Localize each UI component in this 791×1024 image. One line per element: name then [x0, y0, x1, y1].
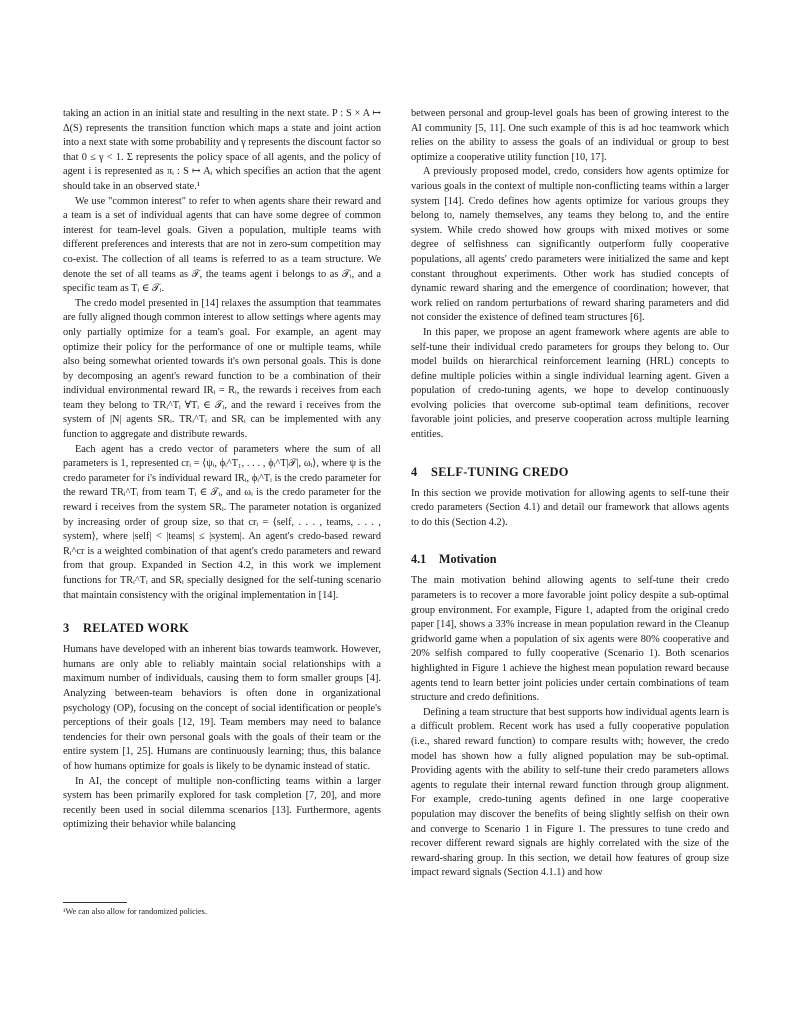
body-paragraph: In AI, the concept of multiple non-conflicting teams within a larger system has been primarily explored for task completion [7, 20], and more recently been used in social dilemma scenarios [13]. Furthermore, agents optimizing their behavior while balancing: [63, 775, 381, 831]
body-paragraph: The main motivation behind allowing agents to self-tune their credo parameters is to recover a more favorable joint policy despite a sub-optimal group environment. For example, Figure 1, adapted from the original credo paper [14], shows a 33% increase in mean population reward in the Cleanup gridworld game when a population of six agents were 80% cooperative and 20% selfish compared to fully cooperative (Scenario 1). Both scenarios highlighted in Figure 1 achieve the highest mean population reward because agents tend to learn better joint policies under certain combinations of team structure and credo definitions.: [411, 575, 729, 704]
body-paragraph: In this paper, we propose an agent framework where agents are able to self-tune their individual credo parameters for groups they belong to. Our model builds on hierarchical reinforcement learning (HRL) concepts to define multiple policies within a single individual learning agent. Given a population of credo-tuning agents, we hope to develop continuously evolving policies that overcome sub-optimal team definitions, recover favorable joint policies, and preserve cooperation across multiple learning entities.: [411, 326, 729, 441]
body-paragraph: taking an action in an initial state and resulting in the next state. P : S × A ↦ Δ(S) represents the transition function which maps a state and joint action into a next state with some probability and γ represents the discount factor so that 0 ≤ γ < 1. Σ represents the policy space of all agents, and the policy of agent i is represented as πᵢ : S ↦ Aᵢ which specifies an action that the agent should take in an observed state.¹: [63, 108, 381, 192]
subsection-heading-motivation: [411, 552, 729, 567]
body-paragraph: In this section we provide motivation for allowing agents to self-tune their credo parameters (Section 4.1) and detail our framework that allows agents to do this (Section 4.2).: [411, 487, 729, 528]
right-column: [411, 107, 729, 881]
footnote-divider: [63, 902, 127, 903]
subsection-number: 4.1: [411, 552, 427, 567]
footnote: ¹We can also allow for randomized policies.: [63, 907, 207, 916]
section-title: RELATED WORK: [83, 621, 190, 636]
body-paragraph: between personal and group-level goals has been of growing interest to the AI community [5, 11]. One such example of this is ad hoc teamwork which relies on the ability to assess the goals of an individual or group to best optimize a cooperative utility function [10, 17].: [411, 108, 729, 163]
body-paragraph: Each agent has a credo vector of parameters where the sum of all parameters is 1, represented crᵢ = ⟨ψᵢ, ϕᵢ^T₁, . . . , ϕᵢ^T|𝒯|, ωᵢ⟩, where ψ is the credo parameter for i's individual reward IRᵢ, ϕᵢ^Tᵢ is the credo parameter for the reward TRᵢ^Tᵢ from team Tᵢ ∈ 𝒯ᵢ, and ωᵢ is the credo parameter for the reward i receives from the system SRᵢ. The parameter notation is organized by increasing order of group size, so that crᵢ = ⟨self, . . . , teams, . . . , system⟩, where |self| < |teams| ≤ |system|. An agent's credo-based reward Rᵢ^cr is a weighted combination of that agent's credo parameters and reward from that group. Expanded in Section 4.2, in this work we implement functions for TRᵢ^Tᵢ and SRᵢ specially designed for the self-tuning scenario that maintain consistency with the original implementation in [14].: [63, 443, 381, 601]
body-paragraph: Humans have developed with an inherent bias towards teamwork. However, humans are only able to reliably maintain social relationships with a maximum number of individuals, causing them to form smaller groups [4]. Analyzing between-team behaviors is often done in organizational psychology (OP), focusing on the concept of social identification or people's perceptions of their goals [12, 19]. Team members may need to balance tendencies for their own personal goals with the goals of their team or the entire system [1, 25]. Humans are continuously learning; thus, this balance of how humans optimize for goals is likely to be dynamic instead of static.: [63, 644, 381, 772]
body-paragraph: Defining a team structure that best supports how individual agents learn is a difficult problem. Recent work has used a fully cooperative population (i.e., shared reward function) to compare results with; however, the credo model has shown how a fully aligned population may be sub-optimal. Providing agents with the ability to self-tune their credo parameters allows agents to regulate their internal reward function through group alignment. For example, credo-tuning agents defined in one large cooperative population may discover the benefits of being slightly selfish on their own and converge to Scenario 1 in Figure 1. The pressures to tune credo and recover different reward signals are highly correlated with the size of the reward-sharing group. In this section, we detail how features of group size impact reward signals (Section 4.1.1) and how: [411, 706, 729, 879]
section-heading-related-work: [63, 621, 381, 636]
section-number: 3: [63, 621, 70, 636]
section-number: 4: [411, 464, 418, 479]
section-heading-self-tuning-credo: [411, 465, 729, 480]
body-paragraph: We use "common interest" to refer to when agents share their reward and a team is a set of individual agents that can have some degree of common interest for team-level goals. Given a population, multiple teams with different preferences and interests that are not in zero-sum competition may co-exist. The collection of all teams is referred to as a team structure. We denote the set of all teams as 𝒯, the teams agent i belongs to as 𝒯ᵢ, and a specific team as Tᵢ ∈ 𝒯ᵢ.: [63, 195, 381, 295]
section-title: SELF-TUNING CREDO: [431, 464, 569, 479]
subsection-title: Motivation: [439, 552, 497, 567]
left-column: [63, 107, 381, 833]
body-paragraph: A previously proposed model, credo, considers how agents optimize for various goals in the context of multiple non-conflicting teams within a larger system [14]. Credo defines how agents optimize for various groups they belong to, namely themselves, any teams they belong to, and the entire system. While credo showed how groups with mixed motives or some degree of selfishness can significantly outperform fully cooperative populations, all agents' credo parameters were initialized the same and kept constant throughout experiments. Other work has studied concepts of dynamic reward sharing and the emergence of coordination; however, that work relied on random perturbations of reward sharing parameters and did not consider the existence of defined team structures [6].: [411, 166, 729, 324]
body-paragraph: The credo model presented in [14] relaxes the assumption that teammates are fully aligned though common interest to allow settings where agents may only partially optimize for a team's goal. For example, an agent may optimize their policy for the performance of one or multiple teams, while also being somewhat oriented towards it's own personal goals. This is done by decomposing an agent's reward function to be a combination of their individual environmental reward IRᵢ = Rᵢ, the rewards i receives from each team they belong to TRᵢ^Tᵢ ∀Tᵢ ∈ 𝒯ᵢ, and the reward i receives from the system of |N| agents SRᵢ. TRᵢ^Tᵢ and SRᵢ can be implemented with any function to aggregate and distribute rewards.: [63, 297, 381, 441]
